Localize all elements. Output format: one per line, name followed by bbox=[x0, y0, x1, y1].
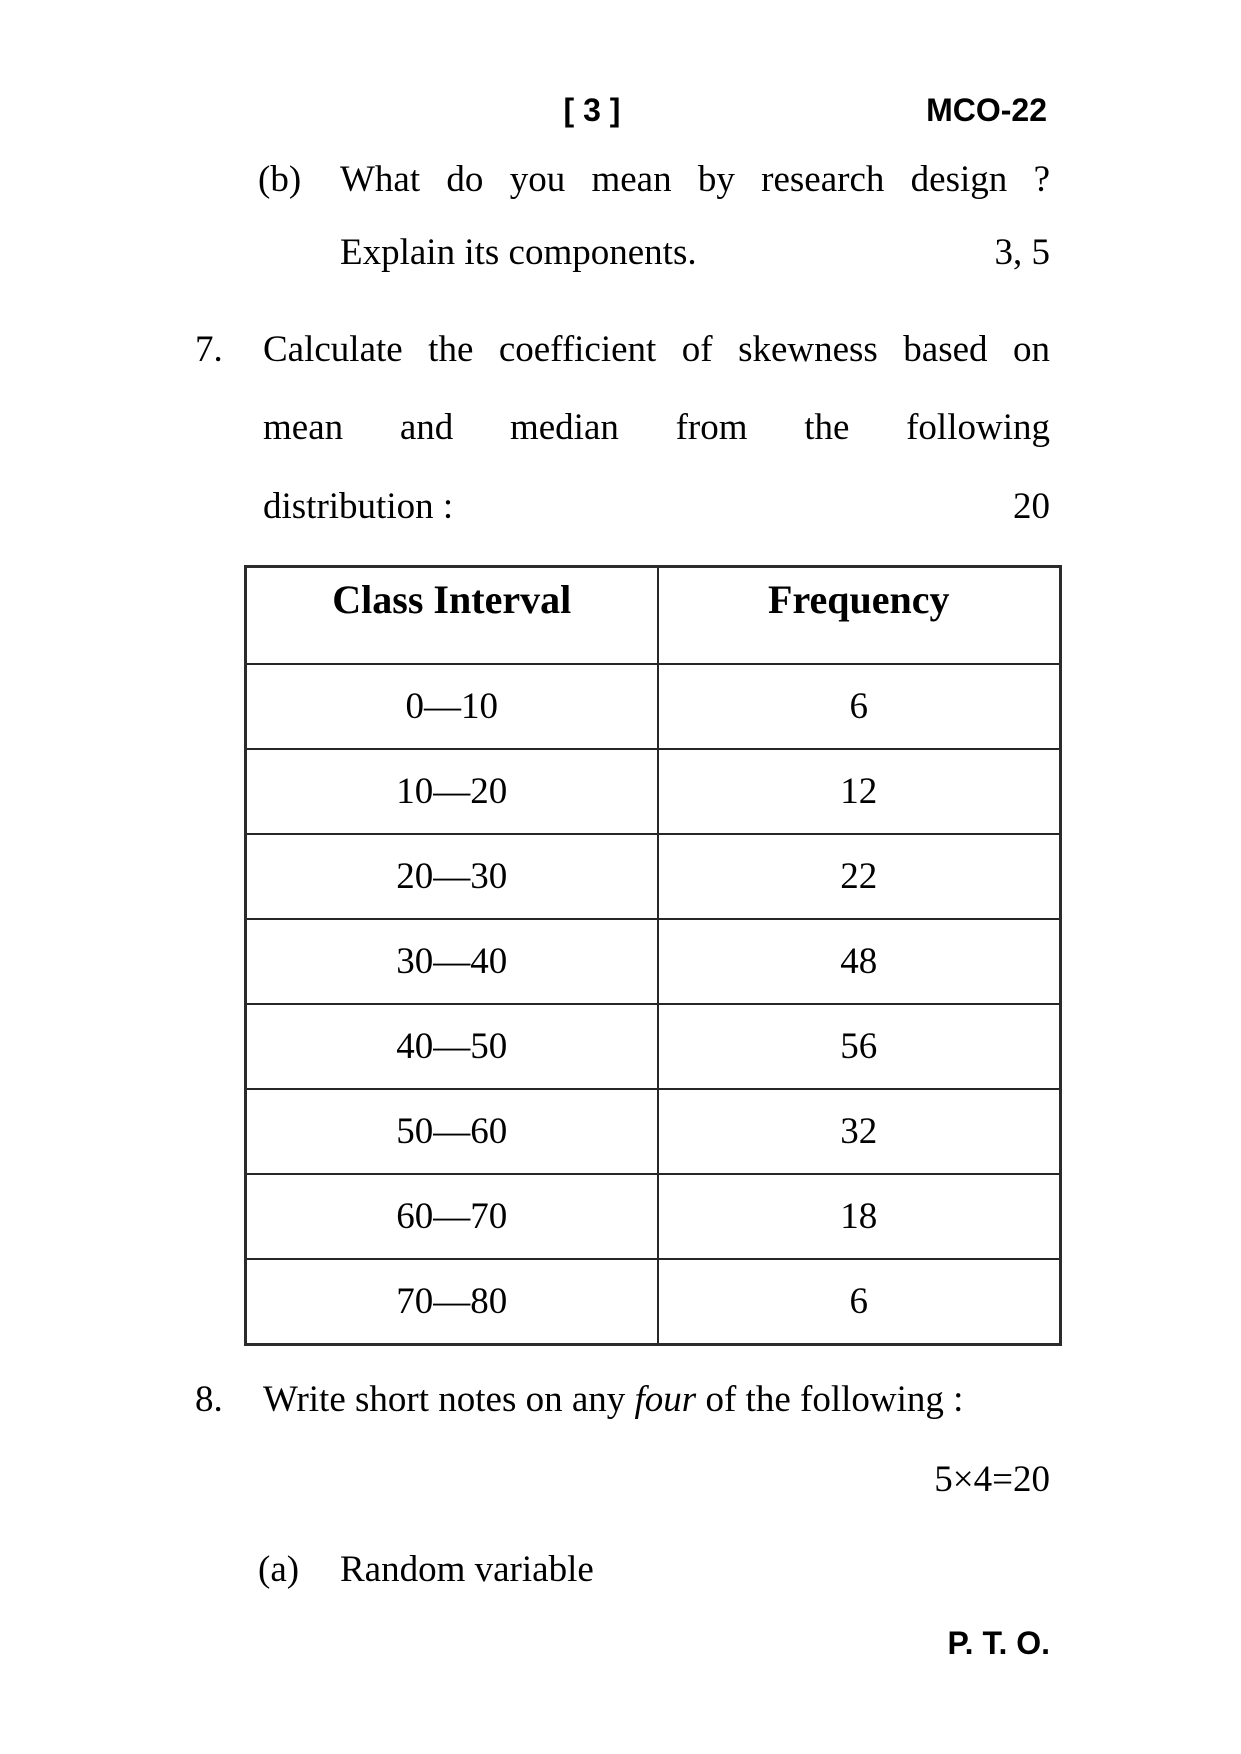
frequency-cell: 6 bbox=[658, 664, 1061, 749]
table-row bbox=[246, 1174, 1061, 1259]
column-header-class-interval: Class Interval bbox=[246, 567, 658, 665]
table-row bbox=[246, 749, 1061, 834]
table-header-row bbox=[246, 567, 1061, 665]
frequency-cell: 48 bbox=[658, 919, 1061, 1004]
class-interval-cell: 10—20 bbox=[246, 749, 658, 834]
frequency-table-body bbox=[246, 664, 1061, 1345]
question-8-text-emphasis: four bbox=[634, 1379, 697, 1420]
class-interval-cell: 0—10 bbox=[246, 664, 658, 749]
table-row bbox=[246, 1004, 1061, 1089]
question-7-line3: distribution : bbox=[263, 486, 454, 527]
question-6b-line2-row bbox=[340, 233, 1050, 274]
page-turn-over-note: P. T. O. bbox=[947, 1625, 1050, 1661]
table-row bbox=[246, 919, 1061, 1004]
question-6b-line1: What do you mean by research design ? bbox=[340, 159, 1050, 200]
frequency-table bbox=[244, 565, 1062, 1346]
question-8-text bbox=[263, 1380, 963, 1421]
question-8-text-prefix: Write short notes on any bbox=[263, 1379, 635, 1420]
question-8a-text: Random variable bbox=[340, 1549, 594, 1590]
table-row bbox=[246, 664, 1061, 749]
question-8a-label: (a) bbox=[258, 1549, 300, 1590]
question-7-line1: Calculate the coefficient of skewness based on bbox=[263, 329, 1050, 370]
question-8-text-suffix: of the following : bbox=[696, 1379, 964, 1420]
column-header-frequency: Frequency bbox=[658, 567, 1061, 665]
question-7-marks: 20 bbox=[1013, 486, 1050, 527]
class-interval-cell: 30—40 bbox=[246, 919, 658, 1004]
table-row bbox=[246, 1089, 1061, 1174]
question-7-line2: mean and median from the following bbox=[263, 407, 1050, 448]
question-6b-line2: Explain its components. bbox=[340, 232, 697, 273]
question-6b-marks: 3, 5 bbox=[994, 232, 1050, 273]
class-interval-cell: 70—80 bbox=[246, 1259, 658, 1345]
class-interval-cell: 40—50 bbox=[246, 1004, 658, 1089]
frequency-cell: 56 bbox=[658, 1004, 1061, 1089]
frequency-cell: 6 bbox=[658, 1259, 1061, 1345]
table-row bbox=[246, 834, 1061, 919]
frequency-cell: 12 bbox=[658, 749, 1061, 834]
question-7-line3-row bbox=[263, 487, 1050, 528]
question-8-marks: 5×4=20 bbox=[934, 1459, 1050, 1500]
question-7-number: 7. bbox=[195, 329, 223, 370]
frequency-cell: 18 bbox=[658, 1174, 1061, 1259]
class-interval-cell: 60—70 bbox=[246, 1174, 658, 1259]
class-interval-cell: 50—60 bbox=[246, 1089, 658, 1174]
table-row bbox=[246, 1259, 1061, 1345]
course-code: MCO-22 bbox=[926, 92, 1047, 128]
question-6b-label: (b) bbox=[258, 159, 302, 200]
question-8-number: 8. bbox=[195, 1379, 223, 1420]
page-number: [ 3 ] bbox=[563, 92, 621, 128]
frequency-table-header bbox=[246, 567, 1061, 665]
frequency-cell: 32 bbox=[658, 1089, 1061, 1174]
class-interval-cell: 20—30 bbox=[246, 834, 658, 919]
frequency-cell: 22 bbox=[658, 834, 1061, 919]
